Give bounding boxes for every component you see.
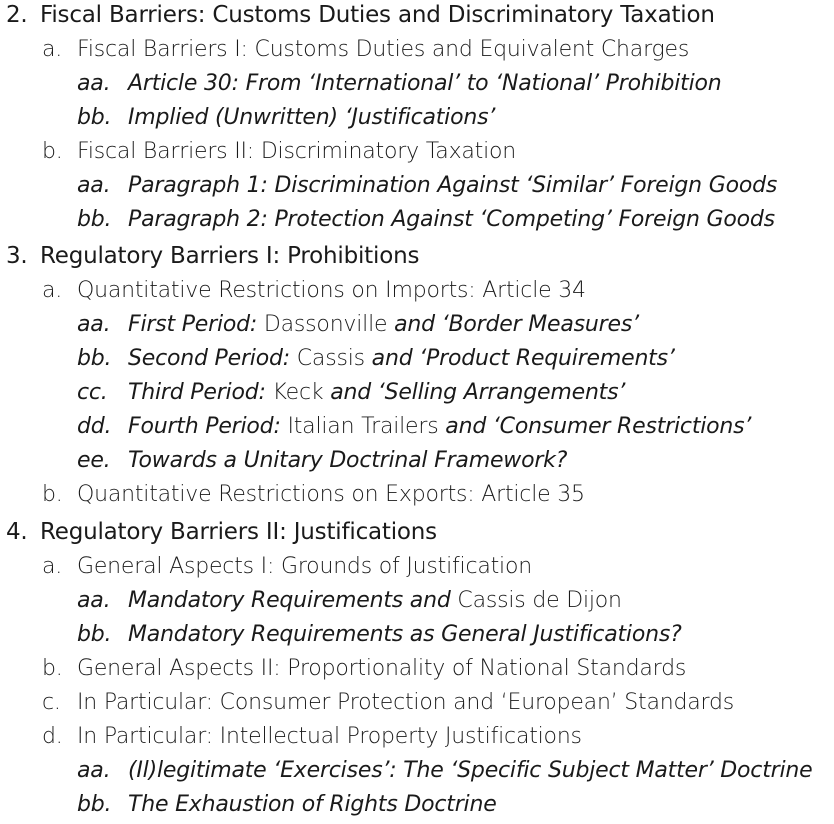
item-title-part: Mandatory Requirements and (128, 588, 451, 613)
section-title: Regulatory Barriers I: Prohibitions (40, 243, 420, 269)
subsection-letter: d. (42, 724, 63, 749)
subsection-title: Quantitative Restrictions on Imports: Article 34 (77, 278, 586, 303)
item-title: Article 30: From ‘International’ to ‘National’ Prohibition (128, 71, 722, 96)
item-title: Towards a Unitary Doctrinal Framework? (128, 448, 568, 473)
item-title-part: Second Period: (128, 346, 290, 371)
case-name: Keck (265, 380, 324, 405)
section-title: Regulatory Barriers II: Justifications (40, 519, 437, 545)
subsection-title: Quantitative Restrictions on Exports: Article 35 (77, 482, 585, 507)
item-marker: aa. (77, 758, 111, 783)
subsection-title: General Aspects I: Grounds of Justification (77, 554, 532, 579)
item-marker: aa. (77, 312, 111, 337)
subsection-letter: b. (42, 656, 63, 681)
subsection-letter: a. (42, 37, 63, 62)
subsection-letter: b. (42, 139, 63, 164)
item-title-part: Fourth Period: (128, 414, 281, 439)
item-marker: bb. (77, 207, 112, 232)
item-marker: aa. (77, 71, 111, 96)
item-title (128, 346, 675, 371)
item-title: The Exhaustion of Rights Doctrine (128, 792, 497, 817)
item-marker: aa. (77, 588, 111, 613)
section-number: 4. (6, 519, 28, 545)
item-title (128, 312, 639, 337)
item-title-part: and ‘Product Requirements’ (364, 346, 675, 371)
item-title: Implied (Unwritten) ‘Justifications’ (128, 105, 496, 130)
subsection-letter: b. (42, 482, 63, 507)
section-number: 2. (6, 2, 28, 28)
item-title (128, 414, 751, 439)
case-name: Dassonville (257, 312, 388, 337)
case-name: Cassis de Dijon (450, 588, 622, 613)
item-marker: ee. (77, 448, 111, 473)
subsection-title: General Aspects II: Proportionality of National Standards (77, 656, 687, 681)
item-title (128, 588, 622, 613)
section-number: 3. (6, 243, 28, 269)
item-marker: bb. (77, 346, 112, 371)
item-title (128, 380, 625, 405)
item-title-part: First Period: (128, 312, 258, 337)
item-title: (Il)legitimate ‘Exercises’: The ‘Specific Subject Matter’ Doctrine (128, 758, 813, 783)
item-title-part: Third Period: (128, 380, 266, 405)
section-title: Fiscal Barriers: Customs Duties and Discriminatory Taxation (40, 2, 715, 28)
subsection-title: Fiscal Barriers II: Discriminatory Taxation (77, 139, 517, 164)
subsection-title: Fiscal Barriers I: Customs Duties and Equivalent Charges (77, 37, 690, 62)
item-title: Paragraph 2: Protection Against ‘Competing’ Foreign Goods (128, 207, 775, 232)
item-marker: bb. (77, 105, 112, 130)
case-name: Cassis (289, 346, 365, 371)
item-marker: bb. (77, 622, 112, 647)
subsection-letter: a. (42, 278, 63, 303)
item-title-part: and ‘Consumer Restrictions’ (438, 414, 752, 439)
item-title: Mandatory Requirements as General Justifications? (128, 622, 682, 647)
item-marker: dd. (77, 414, 112, 439)
item-marker: cc. (77, 380, 108, 405)
item-marker: aa. (77, 173, 111, 198)
item-title: Paragraph 1: Discrimination Against ‘Similar’ Foreign Goods (128, 173, 778, 198)
subsection-title: In Particular: Intellectual Property Justifications (77, 724, 582, 749)
item-title-part: and ‘Selling Arrangements’ (323, 380, 626, 405)
item-marker: bb. (77, 792, 112, 817)
subsection-letter: c. (42, 690, 61, 715)
subsection-letter: a. (42, 554, 63, 579)
item-title-part: and ‘Border Measures’ (387, 312, 639, 337)
subsection-title: In Particular: Consumer Protection and ‘European’ Standards (77, 690, 735, 715)
case-name: Italian Trailers (280, 414, 439, 439)
